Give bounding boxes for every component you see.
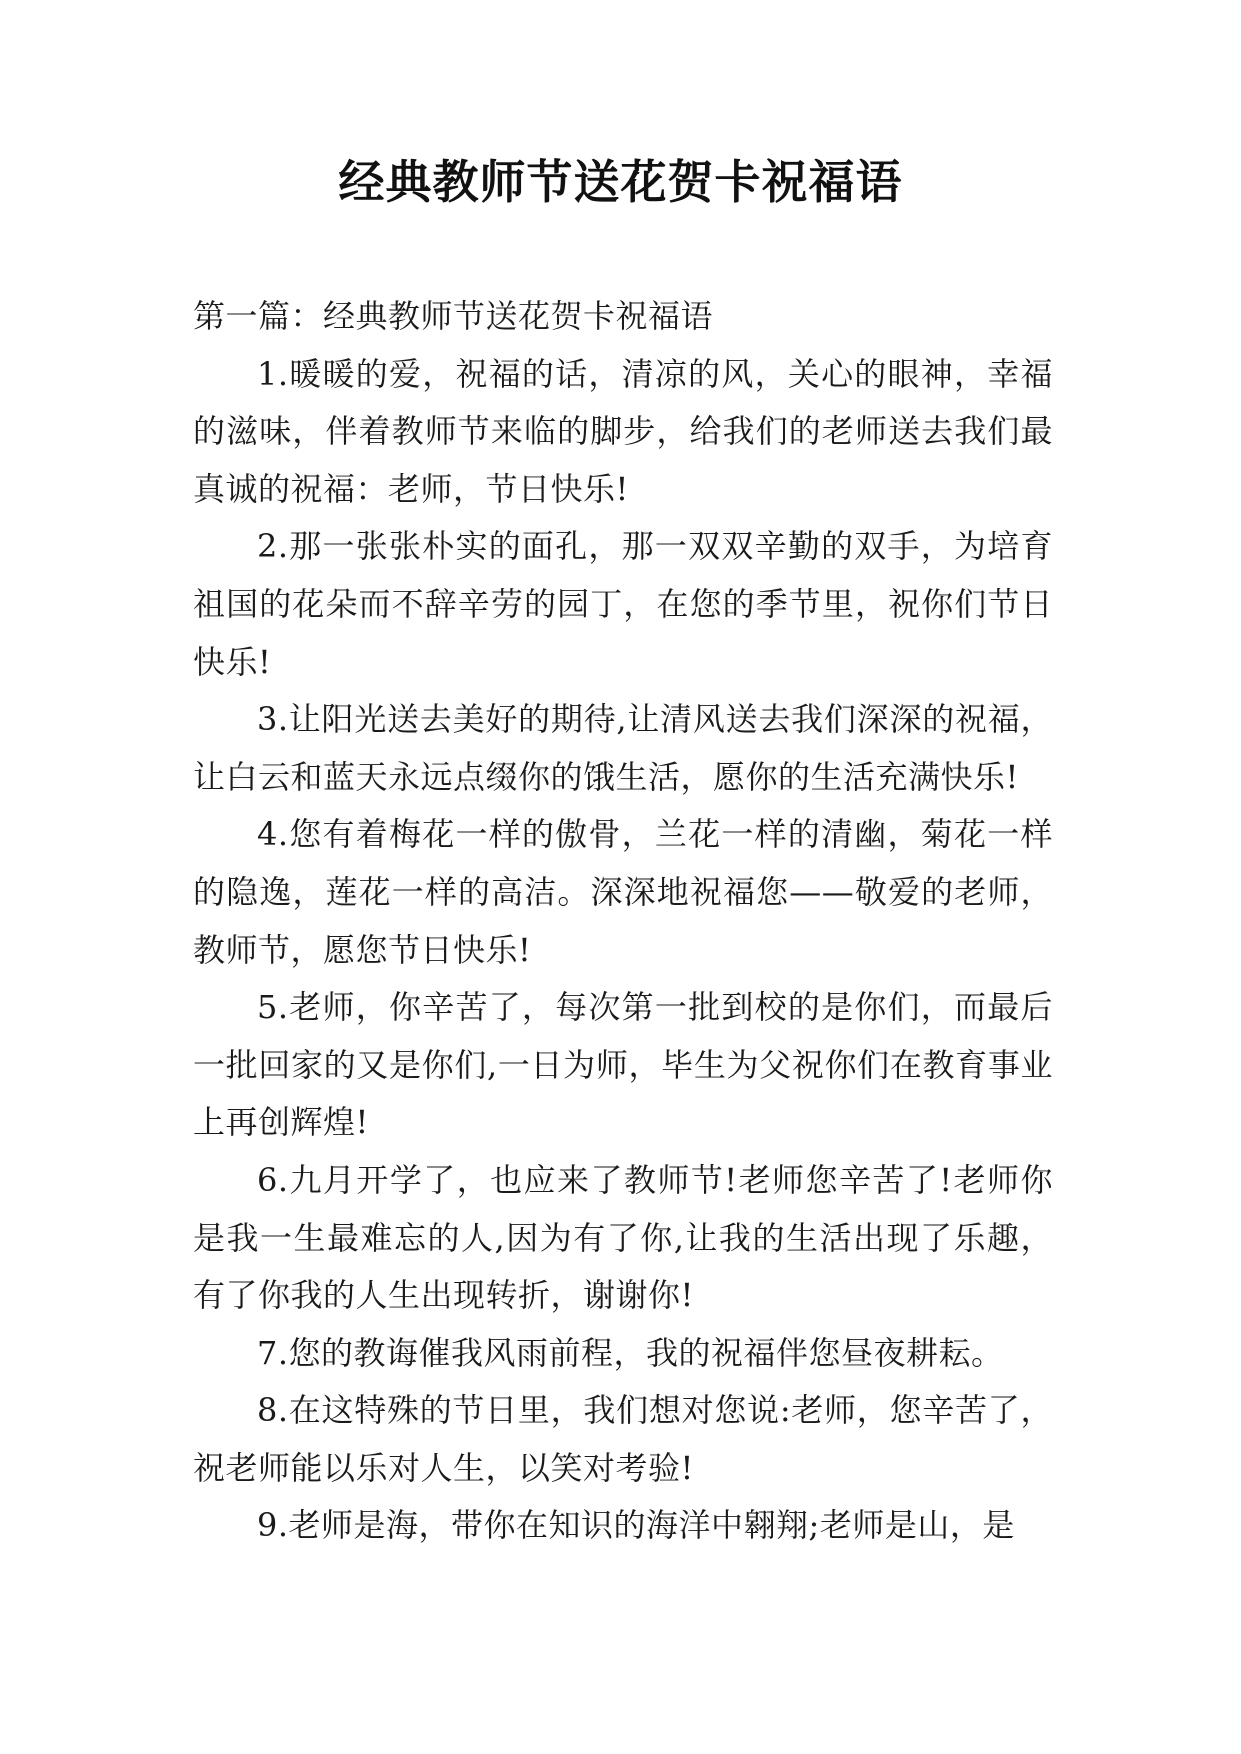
section-heading: 第一篇：经典教师节送花贺卡祝福语 xyxy=(193,297,714,335)
paragraph-2: 2.那一张张朴实的面孔，那一双双辛勤的双手，为培育祖国的花朵而不辞辛劳的园丁，在您的季节里，祝你们节日快乐! xyxy=(193,527,1053,681)
paragraph-8: 8.在这特殊的节日里，我们想对您说:老师，您辛苦了，祝老师能以乐对人生，以笑对考验! xyxy=(193,1391,1053,1487)
paragraph-5: 5.老师，你辛苦了，每次第一批到校的是你们，而最后一批回家的又是你们,一日为师，毕生为父祝你们在教育事业上再创辉煌! xyxy=(193,988,1053,1142)
paragraph-6: 6.九月开学了，也应来了教师节!老师您辛苦了!老师你是我一生最难忘的人,因为有了你,让我的生活出现了乐趣，有了你我的人生出现转折，谢谢你! xyxy=(193,1160,1053,1315)
document-body xyxy=(193,288,1053,1555)
paragraph-1: 1.暖暖的爱，祝福的话，清凉的风，关心的眼神，幸福的滋味，伴着教师节来临的脚步，给我们的老师送去我们最真诚的祝福：老师，节日快乐! xyxy=(193,354,1053,508)
paragraph-4: 4.您有着梅花一样的傲骨，兰花一样的清幽，菊花一样的隐逸，莲花一样的高洁。深深地祝福您——敬爱的老师，教师节，愿您节日快乐! xyxy=(193,815,1053,969)
paragraph-3: 3.让阳光送去美好的期待,让清风送去我们深深的祝福，让白云和蓝天永远点缀你的饿生活，愿你的生活充满快乐! xyxy=(193,700,1053,796)
document-title: 经典教师节送花贺卡祝福语 xyxy=(338,155,903,209)
paragraph-9: 9.老师是海，带你在知识的海洋中翱翔;老师是山，是 xyxy=(257,1506,1015,1545)
paragraph-7: 7.您的教诲催我风雨前程，我的祝福伴您昼夜耕耘。 xyxy=(257,1333,1004,1372)
